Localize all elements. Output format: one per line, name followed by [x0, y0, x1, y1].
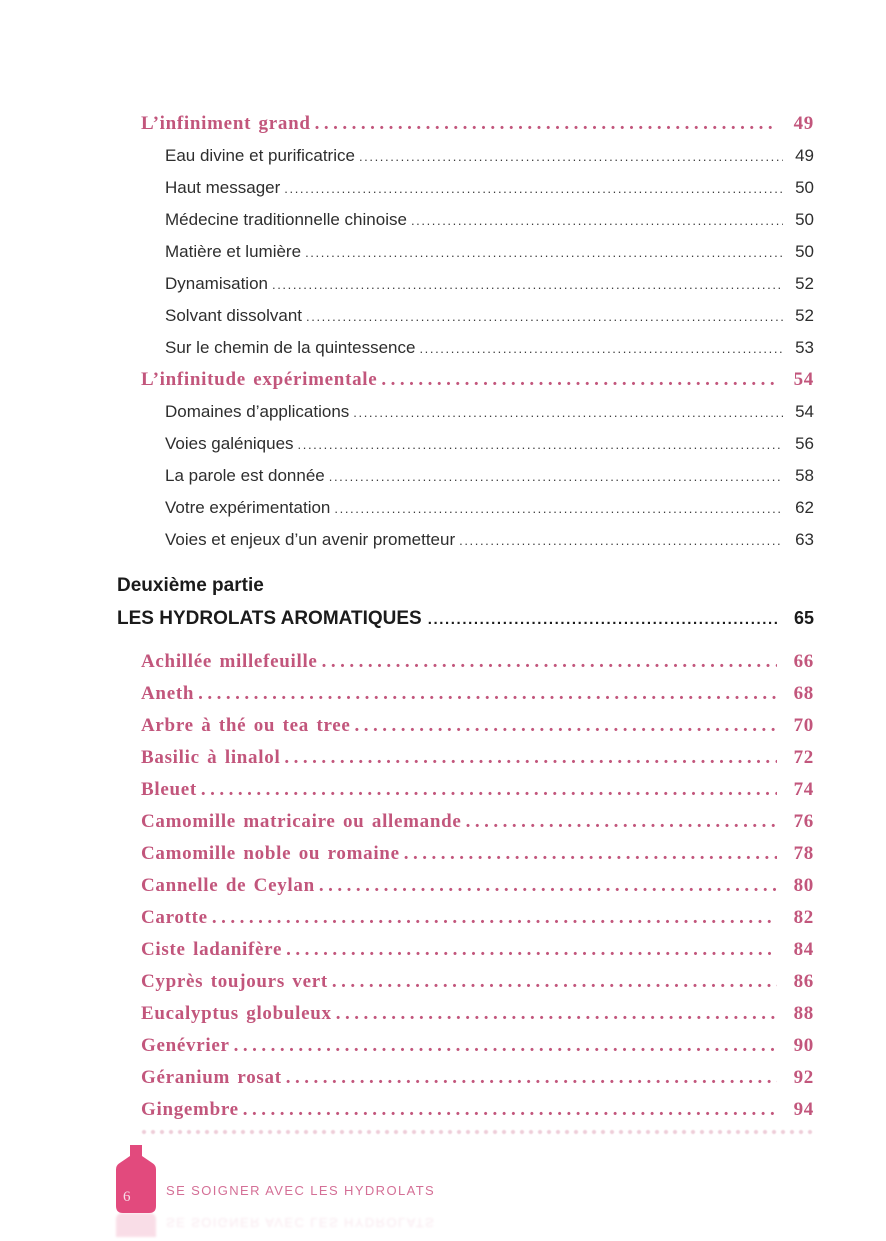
toc-page-number: 82	[793, 907, 814, 928]
leader-dots	[284, 172, 783, 205]
folio-page-number: 6	[123, 1189, 131, 1205]
toc-page-number: 58	[795, 466, 814, 485]
toc-page-number: 66	[793, 651, 814, 672]
toc-page-number: 56	[795, 434, 814, 453]
toc-entry-label: Basilic à linalol	[141, 747, 281, 768]
toc-entry-label: Camomille matricaire ou allemande	[141, 811, 462, 832]
toc-row[interactable]	[117, 460, 814, 492]
bottle-reflection-artifact	[113, 1213, 159, 1237]
toc-entry-label: Aneth	[141, 683, 195, 704]
toc-part-label: Deuxième partie	[117, 575, 264, 596]
toc-row[interactable]	[117, 902, 814, 934]
toc-page-number: 50	[795, 178, 814, 197]
toc-row[interactable]	[117, 396, 814, 428]
toc-page-number: 49	[795, 146, 814, 165]
toc-row[interactable]	[117, 236, 814, 268]
toc-page-number: 94	[793, 1099, 814, 1120]
toc-row[interactable]	[117, 646, 814, 678]
leader-dots	[201, 774, 777, 806]
leader-dots	[212, 902, 777, 934]
leader-dots	[419, 332, 783, 365]
leader-dots	[305, 236, 783, 269]
leader-dots	[334, 492, 783, 525]
leader-dots	[319, 870, 777, 902]
toc-page-number: 86	[793, 971, 814, 992]
toc-page-number: 54	[795, 402, 814, 421]
toc-chapter-label: L’infinitude expérimentale	[141, 369, 378, 390]
toc-row[interactable]	[117, 806, 814, 838]
toc-row[interactable]	[117, 108, 814, 140]
toc-entry-label: Voies et enjeux d’un avenir prometteur	[165, 530, 456, 549]
toc-page-number: 80	[793, 875, 814, 896]
toc-entry-label: Sur le chemin de la quintessence	[165, 338, 416, 357]
bottle-icon-shape	[113, 1145, 159, 1213]
toc-page-number: 53	[795, 338, 814, 357]
toc-row[interactable]	[117, 172, 814, 204]
toc-row[interactable]	[117, 524, 814, 556]
toc-entry-label: Ciste ladanifère	[141, 939, 283, 960]
toc-page-number: 63	[795, 530, 814, 549]
toc-row[interactable]	[117, 1094, 814, 1126]
toc-chapter-label: L’infiniment grand	[141, 113, 311, 134]
toc-entry-label: Gingembre	[141, 1099, 239, 1120]
toc-page-number: 65	[793, 608, 814, 628]
toc-entry-label: Achillée millefeuille	[141, 651, 318, 672]
leader-dots	[329, 460, 783, 493]
footer-text-reflection-artifact: SE SOIGNER AVEC LES HYDROLATS	[166, 1215, 436, 1230]
toc-page-number: 84	[793, 939, 814, 960]
toc-page-number: 50	[795, 210, 814, 229]
bottle-icon	[113, 1145, 159, 1213]
leader-dots	[411, 204, 783, 237]
toc-entry-label: Eau divine et purificatrice	[165, 146, 355, 165]
toc-page-number: 50	[795, 242, 814, 261]
leader-dots	[359, 140, 783, 173]
toc-row[interactable]	[117, 300, 814, 332]
toc-row[interactable]	[117, 428, 814, 460]
leader-dots	[198, 678, 777, 710]
toc-entry-label: Dynamisation	[165, 274, 268, 293]
toc-entry-label: Domaines d’applications	[165, 402, 350, 421]
leader-dots	[286, 1062, 777, 1094]
toc-row[interactable]	[117, 268, 814, 300]
leader-dots	[284, 742, 777, 774]
toc-page-number: 54	[793, 369, 814, 390]
toc-entry-label: Cannelle de Ceylan	[141, 875, 315, 896]
toc-entry-label: Bleuet	[141, 779, 197, 800]
toc-entry-label: Médecine traditionnelle chinoise	[165, 210, 407, 229]
toc-page-number: 52	[795, 274, 814, 293]
toc-row[interactable]	[117, 1062, 814, 1094]
leader-dots	[355, 710, 777, 742]
leader-dots	[298, 428, 783, 461]
leader-dots	[466, 806, 777, 838]
toc-page-number: 88	[793, 1003, 814, 1024]
leader-dots	[353, 396, 783, 429]
toc-entry-label: Voies galéniques	[165, 434, 294, 453]
leader-dots	[272, 268, 783, 301]
toc-row[interactable]	[117, 934, 814, 966]
leader-dots	[315, 108, 777, 140]
toc-entry-label: Genévrier	[141, 1035, 230, 1056]
toc-entry-label: Eucalyptus globuleux	[141, 1003, 332, 1024]
toc-entry-label: Carotte	[141, 907, 208, 928]
toc-entry-label: La parole est donnée	[165, 466, 325, 485]
toc-entry-label: Matière et lumière	[165, 242, 302, 261]
toc-row[interactable]	[117, 332, 814, 364]
toc-entry-label: Camomille noble ou romaine	[141, 843, 400, 864]
toc-part-title: LES HYDROLATS AROMATIQUES	[117, 608, 422, 629]
toc-row[interactable]	[117, 870, 814, 902]
leader-dots	[428, 603, 779, 636]
leader-dots	[234, 1030, 777, 1062]
leader-dots	[336, 998, 777, 1030]
toc-page-number: 92	[793, 1067, 814, 1088]
toc-entry-label: Solvant dissolvant	[165, 306, 303, 325]
toc-entry-label: Votre expérimentation	[165, 498, 331, 517]
toc-page-number: 78	[793, 843, 814, 864]
toc-row[interactable]	[117, 998, 814, 1030]
toc-page-number: 52	[795, 306, 814, 325]
toc-row[interactable]	[117, 678, 814, 710]
leader-dots	[404, 838, 777, 870]
table-of-contents	[117, 108, 814, 1126]
toc-page-number: 49	[793, 113, 814, 134]
toc-page-number: 68	[793, 683, 814, 704]
toc-entry-label: Géranium rosat	[141, 1067, 282, 1088]
toc-part-title-row[interactable]	[117, 602, 814, 634]
toc-page-number: 72	[793, 747, 814, 768]
leader-dots	[332, 966, 777, 998]
toc-row[interactable]	[117, 1030, 814, 1062]
toc-entry-label: Haut messager	[165, 178, 281, 197]
leader-dots	[381, 364, 777, 396]
toc-page-number: 62	[795, 498, 814, 517]
toc-row[interactable]	[117, 204, 814, 236]
toc-page-number: 90	[793, 1035, 814, 1056]
toc-page-number: 70	[793, 715, 814, 736]
toc-row[interactable]	[117, 364, 814, 396]
toc-row[interactable]	[117, 774, 814, 806]
toc-page-number: 74	[793, 779, 814, 800]
toc-page-number: 76	[793, 811, 814, 832]
toc-row[interactable]	[117, 710, 814, 742]
page-showthrough-artifact	[141, 1128, 813, 1137]
leader-dots	[459, 524, 783, 557]
toc-row[interactable]	[117, 140, 814, 172]
toc-entry-label: Cyprès toujours vert	[141, 971, 328, 992]
leader-dots	[306, 300, 783, 333]
toc-row[interactable]	[117, 966, 814, 998]
leader-dots	[322, 646, 777, 678]
toc-row[interactable]	[117, 838, 814, 870]
toc-entry-label: Arbre à thé ou tea tree	[141, 715, 351, 736]
running-footer-book-title: SE SOIGNER AVEC LES HYDROLATS	[166, 1183, 436, 1198]
toc-row[interactable]	[117, 742, 814, 774]
leader-dots	[286, 934, 777, 966]
leader-dots	[243, 1094, 777, 1126]
toc-row[interactable]	[117, 492, 814, 524]
